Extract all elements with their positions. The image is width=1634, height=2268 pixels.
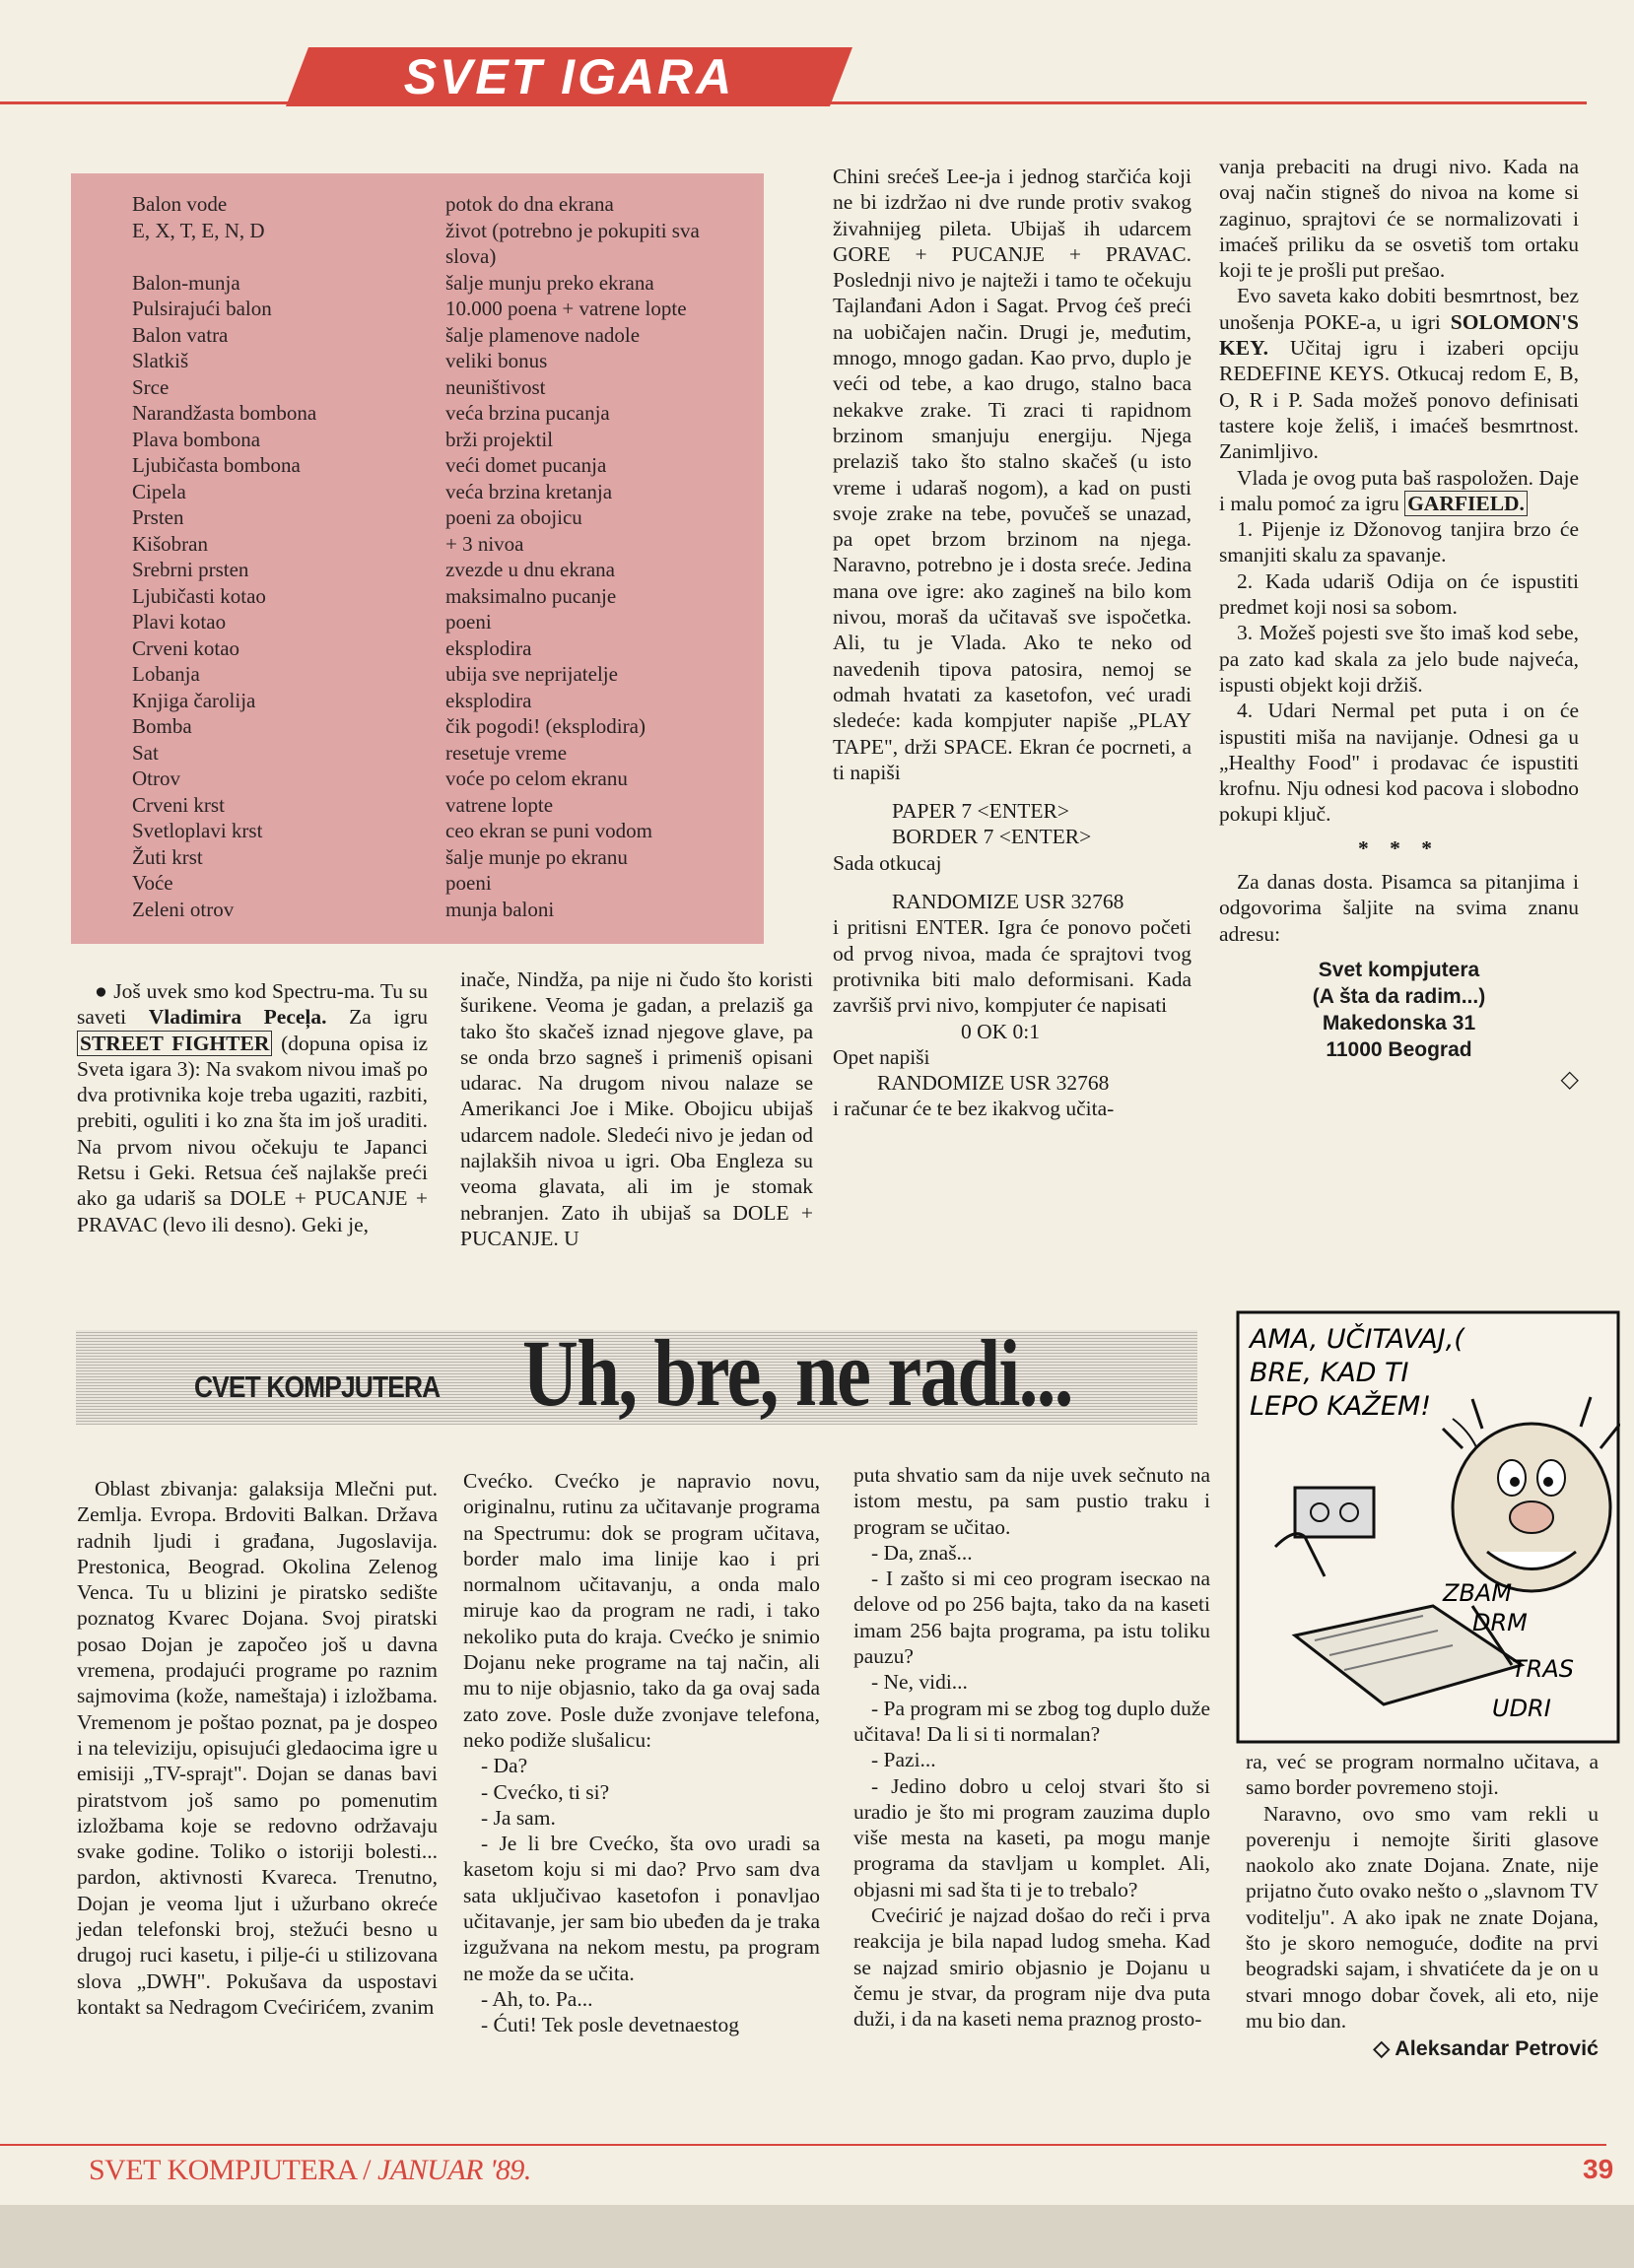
bonus-effect: ceo ekran se puni vodom [445,819,652,842]
bonus-effect: + 3 nivoa [445,531,524,556]
bonus-effect: resetuje vreme [445,740,568,765]
article1-column-3 [833,164,1191,1122]
bonus-effect: šalje munje po ekranu [445,844,628,869]
section-title: SVET IGARA [403,49,735,104]
bonus-effect: život (potrebno je pokupiti sva [445,218,700,242]
paragraph: Evo saveta kako dobiti besmrtnost, bez unošenja POKE-a, u igri SOLOMON'S KEY. Učitaj igru i izaberi opciju REDEFINE KEYS. Otkucaj redom E, B, O, R i P. Sada možeš ponovo definisati tastere koje želiš, i imaćeš besmrtnost. Zanimljivo. [1219,284,1579,464]
bonus-item: Plavi kotao [132,610,227,634]
paragraph: Chini srećeš Lee-ja i jednog starčića koji ne bi izdržao ni dve runde protiv svakog živahnijeg pileta. Ubijaš ih udarcem GORE + PUCANJE + PRAVAC. Poslednji nivo je najteži i tamo te očekuju Tajlanđani Adon i Sagat. Prvog ćeš preći na uobičajen način. Drugi je, međutim, mnogo, mnogo gadan. Kao prvo, duplo je veći od tebe, a kao drugo, stalno baca nekakve zrake. Ti zraci ti rapidnom brzinom smanjuju energiju. Njega prelaziš tako što stalno skačeš (u isto vreme i udaraš nogom), a kad on pusti svoje zrake na tebe, povučeš se unazad, pa opet brzom brzinom na njega. Naravno, potrebno je i dosta sreće. Jedina mana ove igre: ako zagineš na bilo kom nivou, moraš da učitavaš sve ispočetka. Ali, tu je Vlada. Ako te neko od navedenih tipova patosira, nemoj se odmah hvatati za kasetofon, već uradi sledeće: kada kompjuter napiše „PLAY TAPE", drži SPACE. Ekran će pocrneti, a ti napiši [833,165,1191,784]
author-byline: ◇ Aleksandar Petrović [1373,2036,1599,2061]
dialog-line: - Cvećko, ti si? [481,1779,610,1804]
bonus-item [132,243,408,270]
bonus-item: Narandžasta bombona [132,401,317,425]
dialog-line: - Ja sam. [481,1805,556,1830]
bonus-effect: šalje plamenove nadole [445,322,641,347]
code-line: RANDOMIZE USR 32768 [892,890,1124,914]
paragraph: Sada otkucaj [833,850,942,875]
cartoon-sfx-1: ZBAM [1443,1579,1513,1607]
bonus-item: Kišobran [132,531,208,556]
bonus-item: Srce [132,374,170,399]
page-number: 39 [1583,2154,1614,2184]
bonus-effects-column [445,191,761,922]
bonus-item: Srebrni prsten [132,558,249,581]
bonus-effect: neuništivost [445,374,546,399]
bonus-items-column [132,191,408,922]
bonus-item: Balon vatra [132,322,229,347]
cartoon-speech-2: BRE, KAD TI [1250,1358,1409,1388]
scan-margin [0,2205,1634,2268]
cartoon-sfx-4: UDRI [1492,1695,1551,1722]
bonus-item: Otrov [132,767,180,790]
bonus-item: Plava bombona [132,427,261,451]
game-title: GARFIELD. [1404,491,1528,516]
bonus-effect: maksimalno pucanje [445,583,617,608]
dialog-line: - Pazi... [871,1748,936,1772]
bonus-item: Cipela [132,479,186,503]
paragraph: Naravno, ovo smo vam rekli u poverenju i nemojte širiti glasove naokolo ako znate Dojana. Znate, nije prijatno čuto ovako nešto o „slavnom TV voditelju". A ako ipak ne znate Dojana, što je skoro nemoguće, dođite na prvi beogradski sajam, i shvatićete da je on u stvari mnogo dobar čovek, ali eto, nije mu bio dan. [1246,1801,1599,2033]
paragraph: Opet napiši [833,1044,930,1069]
dialog-line: - Ćuti! Tek posle devetnaestog [481,2013,740,2037]
bonus-item: Balon vode [132,192,228,216]
dialog-line: - Pa program mi se zbog tog duplo duže učitava! Da li si ti normalan? [853,1696,1210,1746]
bonus-effect: ubija sve neprijatelje [445,662,618,686]
bonus-item: Balon-munja [132,270,240,295]
tip: 2. Kada udariš Odija on će ispustiti predmet koji nosi sa sobom. [1219,568,1579,620]
paragraph: Oblast zbivanja: galaksija Mlečni put. Zemlja. Evropa. Brdoviti Balkan. Država radnih ljudi i građana, Jugoslavija. Prestonica, Beograd. Okolina Zelenog Venca. Tu u blizini je piratsko sedište poznatog Kvarec Dojana. Svoj piratski posao Dojan je započeo još u davna vremena, prodajući programe po raznim sajmovima (kože, nameštaja) i izložbama. Vremenom je poštao poznat, pa je dospeo i na televiziju, opisujući gledaocima igre u emisiji „TV-sprajt". Dojan se danas bavi piratstvom još samo po pomenutim izložbama koje se redovno održavaju svake godine. Toliko o istoriji bolesti... pardon, aktivnosti Kvareca. Trenutno, Dojan je veoma ljut i užurbano okreće jedan telefonski broj, stežući besno u drugoj ruci kasetu, i pilje-ći u stilizovana slova „DWH". Pokušava da uspostavi kontakt sa Nedragom Cvećirićem, zvanim [77,1477,438,2019]
mailing-address: Svet kompjutera (A šta da radim...) Makedonska 31 11000 Beograd [1312,958,1486,1061]
bonus-item: Knjiga čarolija [132,688,256,712]
code-line: 0 OK 0:1 [961,1019,1041,1043]
paragraph: Vlada je ovog puta baš raspoložen. Daje i malu pomoć za igru GARFIELD. [1219,465,1579,515]
bonus-item: Lobanja [132,662,200,686]
dialog-line: - Ah, to. Pa... [481,1986,593,2011]
cartoon-speech-1: AMA, UČITAVAJ,( [1250,1324,1464,1355]
paragraph: ra, već se program normalno učitava, a samo border povremeno stoji. [1246,1750,1599,1800]
paragraph: Za danas dosta. Pisamca sa pitanjima i odgovorima šaljite na svima znanu adresu: [1219,870,1579,946]
footer-issue: SVET KOMPJUTERA / JANUAR '89. [89,2154,531,2186]
tip: 4. Udari Nermal pet puta i on će ispustiti miša na navijanje. Odnesi ga u „Healthy Food" i prodavac će ispustiti krofnu. Nju odnesi kod pacova i slobodno pokupi ključ. [1219,699,1579,827]
bonus-effect: potok do dna ekrana [445,192,614,216]
bonus-effect: voće po celom ekranu [445,767,628,790]
dialog-line: - Je li bre Cvećko, šta ovo uradi sa kasetom koju si mi dao? Prvo sam dva sata uključivao kasetofon i ponavljao učitavanje, jer sam bio ubeđen da je traka izgužvana na nekom mestu, pa program ne može da se učita. [463,1832,820,1985]
bonus-effect: slova) [445,244,497,268]
dialog-line: - Ne, vidi... [871,1670,968,1695]
article1-column-2 [460,967,813,1251]
bonus-effect: poeni [445,871,492,895]
bonus-item: E, X, T, E, N, D [132,218,265,242]
article1-column-1 [77,978,428,1237]
article2-column-1 [77,1476,438,2020]
footer-rule [0,2144,1606,2146]
bonus-effect: vatrene lopte [445,792,554,817]
paragraph: inače, Nindža, pa nije ni čudo što koristi šurikene. Veoma je gadan, a prelaziš ga tako što skačeš iznad njegove glave, pa se onda brzo sagneš i primeniš opisani udarac. Na drugom nivou nalaze se Amerikanci Joe i Mike. Obojicu ubijaš udarcem nadole. Sledeći nivo je jedan od najlakših nivoa u igri. Oba Engleza su veoma glavata, ali im je stomak nebranjen. Zato ih ubijaš sa DOLE + PUCANJE. U [460,967,813,1250]
cartoon-speech-3: LEPO KAŽEM! [1250,1391,1432,1422]
cartoon-sfx-3: TRAS [1512,1655,1574,1683]
dialog-line: - Da? [481,1754,528,1778]
bonus-table [71,173,764,944]
bonus-item: Crveni krst [132,792,225,817]
paragraph: vanja prebaciti na drugi nivo. Kada na ovaj način stigneš do nivoa na kome si zaginuo, sprajtovi će se normalizovati i imaćeš priliku da se osvetiš tom ortaku koji te je prošli put prešao. [1219,155,1579,283]
bonus-item: Žuti krst [132,844,203,869]
article2-column-3 [853,1462,1210,2033]
game-title: STREET FIGHTER [77,1031,272,1056]
paragraph: puta shvatio sam da nije uvek sečnuto na istom mestu, pa sam pustio traku i program se učitao. [853,1463,1210,1539]
paragraph: ● Još uvek smo kod Spectru-ma. Tu su saveti Vladimira Peceļa. Za igru STREET FIGHTER (dopuna opisa iz Sveta igara 3): Na svakom nivou imaš po dva protivnika koje treba ugaziti, razbiti, prebiti, oguliti i ko zna šta im još uraditi. Na prvom nivou očekuju te Japanci Retsu i Geki. Retsua ćeš najlakše preći ako ga udariš sa DOLE + PUCANJE + PRAVAC (levo ili desno). Geki je, [77,979,428,1236]
article2-column-2 [463,1468,820,2038]
tip: 3. Možeš pojesti sve što imaš kod sebe, pa zato kad skala za jelo bude najveća, ispusti objekt koji držiš. [1219,621,1579,697]
bonus-effect: veći domet pucanja [445,453,607,477]
article2-label: CVET KOMPJUTERA [194,1369,441,1404]
tip: 1. Pijenje iz Džonovog tanjira brzo će smanjiti skalu za spavanje. [1219,517,1579,567]
code-line: BORDER 7 <ENTER> [892,825,1092,849]
bonus-item: Svetloplavi krst [132,819,263,842]
cartoon-sfx-2: DRM [1472,1609,1528,1636]
bonus-effect: munja baloni [445,897,555,921]
paragraph: Cvećirić je najzad došao do reči i prva reakcija je bila napad ludog smeha. Kad se najzad smirio objasnio je Dojanu u čemu je stvar, da program nije dva puta duži, i da na kaseti nema praznog prosto- [853,1903,1210,2032]
bonus-item: Prsten [132,505,184,529]
code-line: RANDOMIZE USR 32768 [877,1071,1110,1096]
article2-title: Uh, bre, ne radi... [522,1320,1072,1426]
bonus-item: Zeleni otrov [132,897,235,921]
dialog-line: - I zašto si mi ceo program isecкао na delove od po 256 bajta, tako da na kaseti imam 256 bajta programa, pa istu toliku pauzu? [853,1567,1210,1669]
bonus-effect: brži projektil [445,427,554,451]
bonus-item: Sat [132,740,159,765]
bonus-effect: poeni za obojicu [445,505,582,529]
bonus-effect: veća brzina pucanja [445,401,610,425]
dialog-line: - Jedino dobro u celoj stvari što si uradio je što mi program zauzima duplo više mesta na kaseti, pa mogu manje programa da stavljam u komplet. Ali, objasni mi sad šta ti je to trebalo? [853,1773,1210,1901]
bonus-effect: veliki bonus [445,349,548,372]
bonus-item: Crveni kotao [132,635,240,660]
paragraph: Cvećko. Cvećko je napravio novu, originalnu, rutinu za učitavanje programa na Spectrumu: dok se program učitava, border malo ima linije kao i pri normalnom učitavanju, a onda malo miruje kao da program ne radi, i tako nekoliko puta do kraja. Cvećko je snimio Dojanu neke programe na taj način, ali mu to nije objasnio, tako da ga ovaj sada zato zove. Posle duže zvonjave telefona, neko podiže slušalicu: [463,1469,820,1752]
bonus-effect: eksplodira [445,635,532,660]
cartoon-illustration [1236,1310,1620,1744]
game-title: SOLOMON'S KEY. [1219,309,1579,361]
end-mark-icon: ◇ [1560,1066,1579,1093]
bonus-item: Pulsirajući balon [132,297,272,320]
bonus-item: Voće [132,871,173,895]
paragraph: i pritisni ENTER. Igra će ponovo početi od prvog nivoa, mada će sprajtovi tvog protivnika biti malo deformisani. Kada završiš prvi nivo, kompjuter će napisati [833,915,1191,1018]
article1-column-4 [1219,154,1579,1093]
bonus-effect: 10.000 poena + vatrene lopte [445,297,687,320]
paragraph: i računar će te bez ikakvog učita- [833,1097,1115,1121]
bonus-effect: eksplodira [445,688,532,712]
bonus-effect: poeni [445,610,492,634]
bonus-item: Ljubičasti kotao [132,583,266,608]
bonus-effect: šalje munju preko ekrana [445,270,654,295]
bonus-effect: zvezde u dnu ekrana [445,558,615,581]
bonus-effect: veća brzina kretanja [445,479,613,503]
bonus-item: Ljubičasta bombona [132,453,301,477]
article2-column-4 [1246,1749,1599,2062]
dialog-line: - Da, znaš... [871,1540,973,1565]
section-separator: * * * [1358,835,1440,860]
bonus-item: Slatkiš [132,349,189,372]
code-line: PAPER 7 <ENTER> [892,799,1069,824]
bonus-item: Bomba [132,714,192,738]
bonus-effect: čik pogodi! (eksplodira) [445,714,646,738]
